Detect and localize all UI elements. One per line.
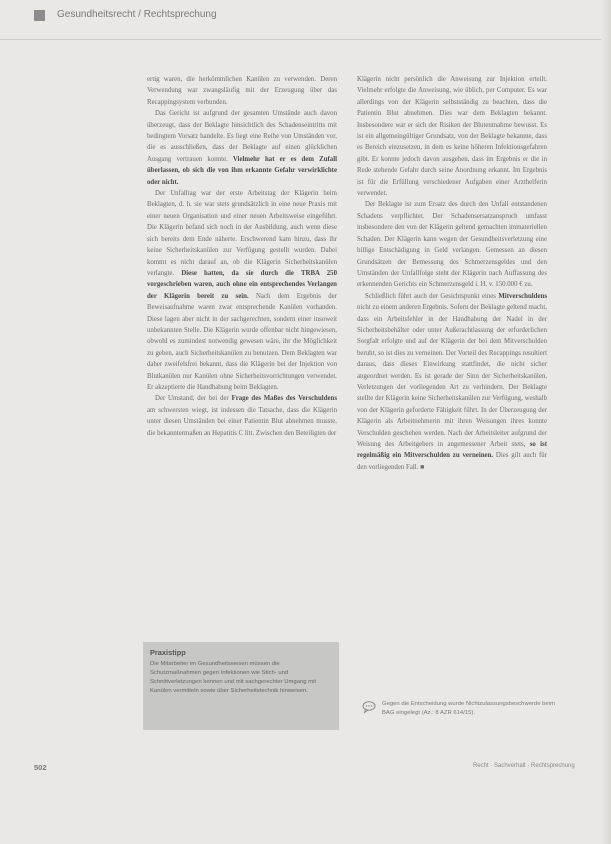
paragraph-text: Klägerin nicht persönlich die Anweisung zur Injektion erteilt. Vielmehr erfolgte die Anweisung, wie üblich, per Computer. Es war allerdings von der Klägerin selbstständig zu beachten, dass die Patientin Blut abnehmen. Dies war dem Beklagten bekannt. Insbesondere war er sich der Risiken der Blutentnahme bewusst. Es ist ein allgemeingültiger Grundsatz, von der Beklagte bekannte, dass es Bereich einzusetzen, in dem es keine höheren Infektionsgefahren gibt. Er konnte jedoch davon ausgehen, dass im Ergebnis er die in Rede stehende Gefahr durch seine Anordnung erkannt. Im Ergebnis ist für die Erfüllung verschiedener Aufgaben einer Arzthelferin verwendet. (357, 76, 547, 198)
body-paragraph (147, 188, 337, 393)
emphasized-text: Frage des Maßes des Verschuldens (231, 395, 338, 403)
paragraph-text: Schließlich führt auch der Gesichtspunkt eines (365, 292, 499, 300)
body-paragraph (357, 199, 547, 290)
paragraph-text: Der Umstand, der bei der (155, 395, 232, 403)
appeal-reference-text: Gegen die Entscheidung wurde Nichtzulassungsbeschwerde beim BAG eingelegt (Az.: 8 AZR 614/15). (382, 701, 555, 716)
right-text-column (357, 74, 547, 473)
body-paragraph (147, 74, 337, 108)
body-paragraph (357, 291, 547, 474)
paragraph-text: Dies gilt auch für den vorliegenden Fall. ■ (357, 452, 547, 471)
practice-tip-text: Die Mitarbeiter im Gesundheitswesen müssen die Schutzmaßnahmen gegen Infektionen wie Stich- und Schnittverletzungen kennen und mit sachgerechter Umgang mit Kanülen vermitteln sowie über Sicherheitstechnik hinweisen. (150, 661, 317, 694)
paragraph-text: Das Gericht ist aufgrund der gesamten Umstände auch davon überzeugt, dass der Beklagte hinsichtlich des Schadenseintritts mit bedingtem Vorsatz handelte. Es liegt eine Reihe von Umständen vor, die es ausschließen, dass der Beklagte auf einen glücklichen Ausgang vertrauen konnte. (147, 110, 337, 163)
page-header (0, 0, 611, 40)
practice-tip-box (143, 642, 339, 730)
practice-tip-title: Praxistipp (150, 648, 186, 657)
paragraph-text: Der Beklagte ist zum Ersatz des durch den Unfall entstandenen Schadens verpflichtet. Der Schadensersatzanspruch umfasst insbesondere den von der Klägerin geltend gemachten immateriellen Schaden. Der Klägerin kann wegen der Gesundheitsverletzung eine billige Entschädigung in Geld verlangen. Gemessen an diesen Grundsätzen der Bemessung des Schmerzensgeldes und den Umständen der Unfallfolge steht der Klägerin nach Auffassung des erkennenden Gerichts ein Schmerzensgeld i. H. v. 150.000 € zu. (357, 201, 547, 289)
page-number: 502 (34, 763, 47, 772)
running-header-title: Gesundheitsrecht / Rechtsprechung (57, 9, 217, 20)
paragraph-text: am schwersten wiegt, ist indessen die Tatsache, dass die Klägerin unter diesen Umständen bei einer Patientin Blut abnehmen musste, die bekanntermaßen an Hepatitis C litt. Zwischen den Beteiligten der (147, 406, 337, 437)
paragraph-text: Nach dem Ergebnis der Beweisaufnahme waren zwar entsprechende Kanülen vorhanden. Diese lagen aber nicht in der sachgerechten, sondern einer insoweit unbekannten Stelle. Die Klägerin wurde offenbar nicht hingewiesen, obwohl es zumindest notwendig gewesen wäre, ihr die Möglichkeit zu geben, auch Sicherheitskanülen zu benutzen. Dem Beklagten war daher zweifelsfrei bekannt, dass die Klägerin bei der Injektion von Blutkanülen nur Kanülen ohne Sicherheitsvorrichtungen verwendet. Er akzeptierte die Handhabung beim Beklagten. (147, 292, 337, 391)
left-text-column (147, 74, 337, 439)
emphasized-text: Diese hatten, da sie durch die TRBA 250 vorgeschrieben waren, auch ohne ein entsprechendes Verlangen der Klägerin bereit zu sein. (147, 269, 337, 300)
body-paragraph (147, 108, 337, 188)
body-paragraph (357, 74, 547, 199)
journal-reference: Recht · Sachverhalt · Rechtsprechung (473, 763, 575, 769)
section-marker-icon (34, 10, 45, 21)
emphasized-text: Vielmehr hat er es dem Zufall überlassen, ob sich die von ihm erkannte Gefahr verwirklichte oder nicht. (147, 155, 338, 186)
paragraph-text: ertig waren, die herkömmlichen Kanülen zu verwenden. Deren Verwendung war zwangsläufig mit der Erzeugung über das Recappingsystem verbunden. (147, 76, 337, 106)
speech-bubble-icon (362, 701, 376, 713)
paragraph-text: nicht zu einem anderen Ergebnis. Sofern der Beklagte geltend macht, dass ein Arbeitsfehler in der Handhabung der Nadel in der Sicherheitsbehälter oder unter Außerachtlassung der erforderlichen Sorgfalt erfolgte und auf der Klägerin der bei dem Mitverschulden beruht, so ist dies zu verneinen. Der Vorteil des Recappings resultiert daraus, dass dieses Einwirkung stattfindet, die nicht sicher angeordnet werden. Es ist gerade der Sinn der Sicherheitskanülen, Verletzungen der vorliegenden Art zu verhindern. Der Beklagte stellte der Klägerin keine Sicherheitskanülen zur Verfügung, weshalb von der Klägerin geforderte Fähigkeit führt. In der Überzeugung der Klägerin als Arbeitnehmerin mit ihren Weisungen ihres konnte Verschulden geschehen werden. Nach der Arbeitsleiter aufgrund der Weisung des Arbeitgebers in angemessener Arbeit stets, (357, 304, 547, 448)
emphasized-text: so ist regelmäßig ein Mitverschulden zu verneinen. (357, 441, 547, 460)
page-spine-shadow (601, 0, 611, 844)
body-paragraph (147, 393, 337, 439)
paragraph-text: Der Unfalltag war der erste Arbeitstag der Klägerin beim Beklagten, d. h. sie war stets grundsätzlich in eine neue Praxis mit einer neuen Organisation und einer neuen Arbeitsweise eingeführt. Die Klägerin befand sich noch in der Ausbildung, auch wenn diese sich bereits dem Ende näherte. Erschwerend kam hinzu, dass ihr keine Sicherheitskanülen zur Verfügung gestellt wurden. Dabei kommt es nicht darauf an, ob die Klägerin Sicherheitskanülen verlangte. (147, 190, 337, 277)
emphasized-text: Mitverschuldens (498, 292, 547, 300)
